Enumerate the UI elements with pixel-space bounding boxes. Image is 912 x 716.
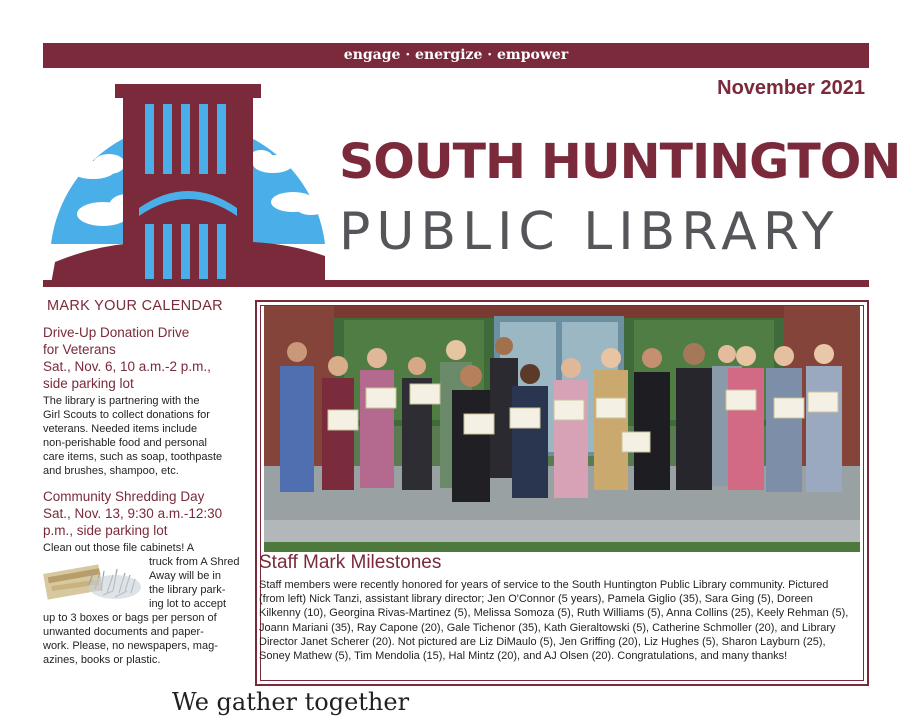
- event-description: [43, 394, 247, 478]
- event-shredding-day: [43, 488, 247, 667]
- event-body-line: and brushes, shampoo, etc.: [43, 465, 179, 477]
- event-title-line: Sat., Nov. 13, 9:30 a.m.-12:30: [43, 506, 223, 521]
- event-body-line: up to 3 boxes or bags per person of: [43, 612, 217, 624]
- event-body-line: The library is partnering with the: [43, 395, 200, 407]
- event-title-line: Sat., Nov. 6, 10 a.m.-2 p.m.,: [43, 359, 211, 374]
- event-body-line: non-perishable food and personal: [43, 437, 207, 449]
- sidebar-heading: MARK YOUR CALENDAR: [47, 298, 223, 314]
- calendar-sidebar: [43, 298, 247, 667]
- library-name-line1: SOUTH HUNTINGTON: [339, 134, 901, 190]
- shredded-paper-icon: [43, 555, 145, 601]
- event-body-line: veterans. Needed items include: [43, 423, 198, 435]
- staff-group-photo-icon: [264, 306, 860, 552]
- library-building-logo-icon: [43, 84, 333, 289]
- event-body-line: Clean out those file cabinets! A: [43, 542, 195, 554]
- event-body-line: Away will be in: [149, 570, 221, 582]
- event-title-line: p.m., side parking lot: [43, 523, 168, 538]
- masthead-rule: [43, 280, 869, 287]
- event-title-line: side parking lot: [43, 376, 134, 391]
- event-title: [43, 488, 247, 539]
- event-body-line: Girl Scouts to collect donations for: [43, 409, 210, 421]
- event-body-line: ing lot to accept: [149, 598, 227, 610]
- event-body-line: truck from A Shred: [149, 556, 240, 568]
- event-body-line: care items, such as soap, toothpaste: [43, 451, 223, 463]
- feature-body: Staff members were recently honored for years of service to the South Huntington Public Library community. Pictured (from left) Nick Tanzi, assistant library director; Jen O'Connor (5 years), Pamela Giglio (35), Sara Ging (5), Doreen Kilkenny (10), Georgina Rivas-Martinez (5), Melissa Somoza (5), Ruth Williams (5), Anna Collins (25), Keely Rehman (5), Joann Mariani (35), Ray Capone (20), Gale Tichenor (35), Kath Gieraltowski (5), Catherine Schmoller (20), and Library Director Janet Scherer (20). Not pictured are Liz DiMaulo (5), Jen Griffing (20), Liz Hughes (5), Sharon Layburn (25), Soney Mathew (5), Tim Mendolia (15), Hal Mintz (20), and AJ Olsen (20). Congratulations, and many thanks!: [259, 579, 849, 663]
- library-name-line2: PUBLIC LIBRARY: [339, 202, 840, 262]
- event-description: [43, 541, 247, 667]
- event-body-line: unwanted documents and paper-: [43, 626, 204, 638]
- event-body-line: the library park-: [149, 584, 226, 596]
- feature-title: Staff Mark Milestones: [259, 552, 442, 573]
- issue-date: November 2021: [717, 77, 865, 99]
- event-body-line: work. Please, no newspapers, mag-: [43, 640, 218, 652]
- tagline: engage · energize · empower: [343, 47, 569, 63]
- event-title-line: Drive-Up Donation Drive: [43, 325, 190, 340]
- event-title-line: for Veterans: [43, 342, 116, 357]
- event-donation-drive: [43, 324, 247, 478]
- tagline-bar: [43, 43, 869, 68]
- event-title-line: Community Shredding Day: [43, 489, 205, 504]
- next-section-heading: We gather together: [172, 688, 410, 716]
- event-title: [43, 324, 247, 392]
- event-body-line: azines, books or plastic.: [43, 654, 161, 666]
